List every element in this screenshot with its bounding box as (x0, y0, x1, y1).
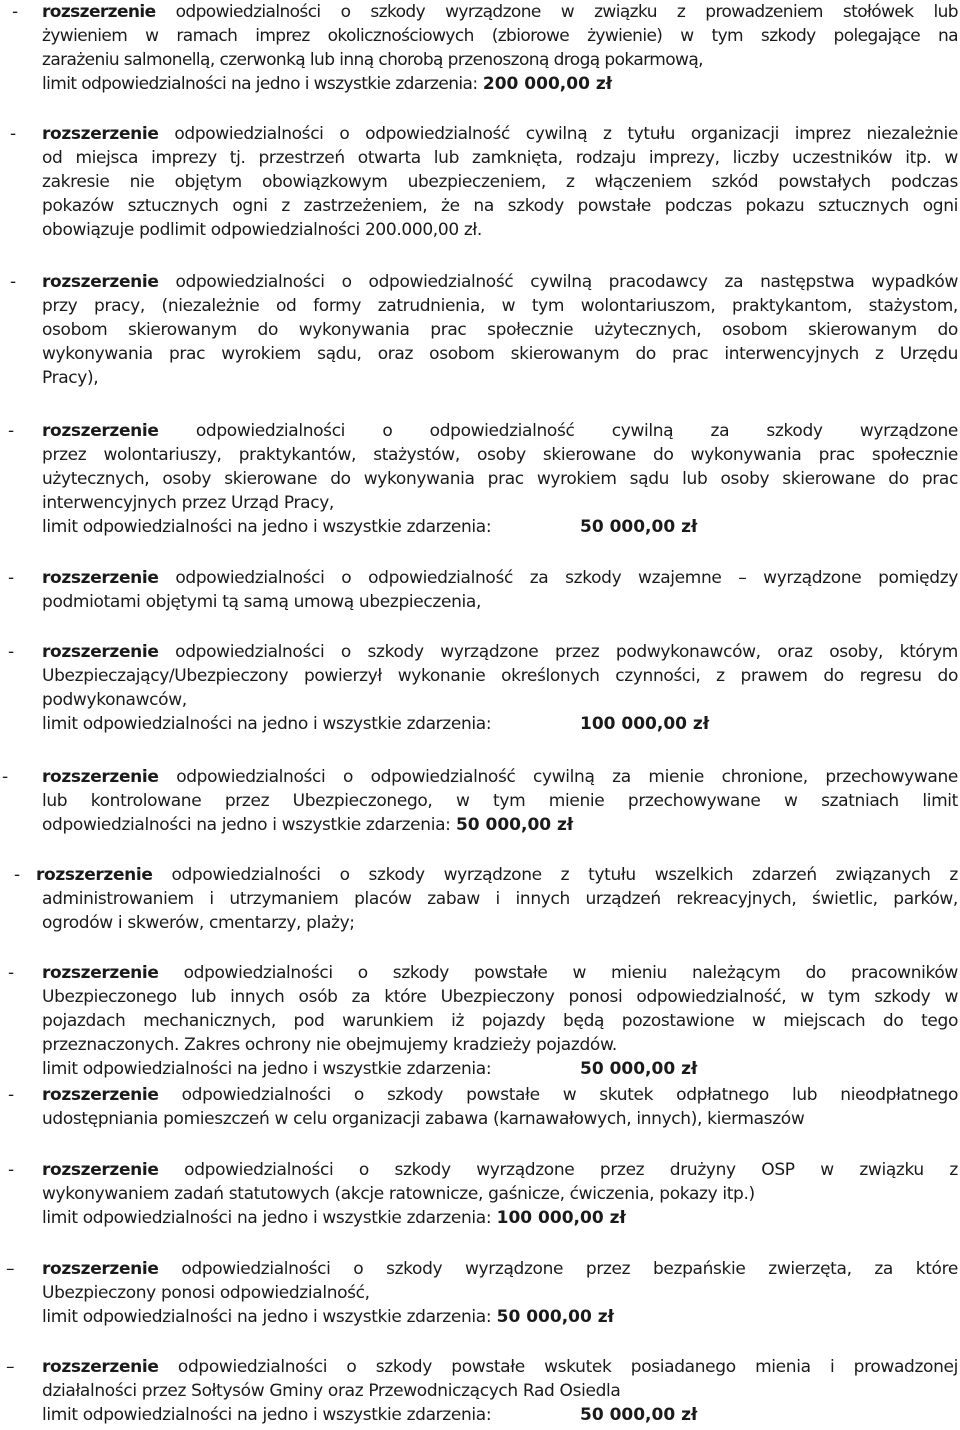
clause-heading: rozszerzenie (42, 124, 159, 144)
limit-label: limit odpowiedzialności na jedno i wszystkie zdarzenia: (42, 1405, 492, 1425)
clause-text (36, 863, 958, 935)
clause-fire-brigade (0, 1158, 960, 1230)
limit-label: odpowiedzialności na jedno i wszystkie zdarzenia: (42, 815, 451, 835)
clause-premises-rental (0, 1083, 960, 1131)
clause-line: Ubezpieczony ponosi odpowiedzialność, (42, 1283, 370, 1303)
clause-line: żywieniem w ramach imprez okolicznościowych (zbiorowe żywienie) w tym szkody polegające na (42, 26, 958, 46)
clause-line: osobom skierowanym do wykonywania prac społecznie użytecznych, osobom skierowanym do (42, 320, 958, 340)
clause-text (42, 1158, 958, 1230)
clause-text (42, 566, 958, 614)
clause-village-heads (0, 1355, 960, 1427)
clause-line: podwykonawców, (42, 690, 187, 710)
clause-line: Ubezpieczonego lub innych osób za które Ubezpieczony ponosi odpowiedzialność, w tym szkody w (42, 987, 958, 1007)
clause-text (42, 640, 958, 736)
clause-line: zarażeniu salmonellą, czerwonką lub inną chorobą przenoszoną drogą pokarmową, (42, 50, 703, 70)
clause-employee-property (0, 961, 960, 1081)
clause-line: przeznaczonych. Zakres ochrony nie obejmujemy kradzieży pojazdów. (42, 1035, 617, 1055)
limit-line (42, 1305, 958, 1329)
limit-value: 100 000,00 zł (496, 1208, 626, 1228)
clause-line: rozszerzenie odpowiedzialności o odpowiedzialność cywilną za szkody wyrządzone (42, 421, 959, 441)
limit-line (42, 72, 958, 96)
limit-line (42, 1057, 958, 1081)
clause-line: pokazów sztucznych ogni z zastrzeżeniem, że na szkody powstałe podczas pokazu sztucznych ogni (42, 196, 958, 216)
clause-mutual (0, 566, 960, 614)
clause-line: od miejsca imprezy tj. przestrzeń otwarta lub zamknięta, rodzaju imprezy, liczby uczestników itp. w (42, 148, 958, 168)
clause-text (42, 1355, 958, 1427)
clause-line: podmiotami objętymi tą samą umową ubezpieczenia, (42, 592, 481, 612)
limit-label: limit odpowiedzialności na jedno i wszystkie zdarzenia: (42, 517, 492, 537)
clause-text (42, 419, 958, 539)
limit-label: limit odpowiedzialności na jedno i wszystkie zdarzenia: (42, 74, 478, 94)
clause-line: rozszerzenie odpowiedzialności o odpowiedzialność za szkody wzajemne – wyrządzone pomiędzy (42, 568, 958, 588)
list-dash: – (6, 1357, 15, 1377)
clause-line: rozszerzenie odpowiedzialności o szkody wyrządzone przez bezpańskie zwierzęta, za które (42, 1259, 958, 1279)
list-dash: - (8, 568, 15, 588)
clause-line: rozszerzenie odpowiedzialności o szkody wyrządzone przez podwykonawców, oraz osoby, którym (42, 642, 958, 662)
list-dash: - (10, 272, 17, 292)
clause-heading: rozszerzenie (42, 767, 159, 787)
clause-line: rozszerzenie odpowiedzialności o szkody powstałe wskutek posiadanego mienia i prowadzonej (42, 1357, 958, 1377)
clause-heading: rozszerzenie (42, 272, 159, 292)
clause-line: wykonywaniem zadań statutowych (akcje ratownicze, gaśnicze, ćwiczenia, pokazy itp.) (42, 1184, 755, 1204)
limit-value: 50 000,00 zł (580, 1059, 698, 1079)
list-dash: - (14, 865, 21, 885)
clause-heading: rozszerzenie (42, 2, 156, 22)
list-dash: - (8, 642, 15, 662)
clause-line: użytecznych, osoby skierowane do wykonywania prac wyrokiem sądu lub osoby skierowane do prac (42, 469, 958, 489)
clause-text (42, 270, 958, 390)
list-dash: - (8, 1160, 15, 1180)
clause-line: zakresie nie objętym obowiązkowym ubezpieczeniem, z włączeniem szkód powstałych podczas (42, 172, 958, 192)
clause-heading: rozszerzenie (36, 865, 153, 885)
clause-text (42, 122, 958, 242)
clause-events (0, 122, 960, 242)
clause-line: przez wolontariuszy, praktykantów, stażystów, osoby skierowane do wykonywania prac społecznie (42, 445, 958, 465)
clause-line: rozszerzenie odpowiedzialności o szkody powstałe w mieniu należącym do pracowników (42, 963, 958, 983)
clause-heading: rozszerzenie (42, 1357, 159, 1377)
list-dash: - (2, 767, 9, 787)
limit-value: 50 000,00 zł (496, 1307, 614, 1327)
limit-value: 200 000,00 zł (482, 74, 613, 94)
clause-playgrounds (0, 863, 960, 935)
limit-line (42, 515, 958, 539)
limit-label: limit odpowiedzialności na jedno i wszystkie zdarzenia: (42, 1208, 492, 1228)
clause-subcontractors (0, 640, 960, 736)
limit-label: limit odpowiedzialności na jedno i wszystkie zdarzenia: (42, 714, 492, 734)
limit-value: 100 000,00 zł (580, 714, 710, 734)
clause-line: pojazdach mechanicznych, pod warunkiem iż pojazdy będą pozostawione w miejscach do tego (42, 1011, 958, 1031)
list-dash: - (8, 963, 15, 983)
clause-volunteers (0, 419, 960, 539)
clause-line: rozszerzenie odpowiedzialności o odpowiedzialność cywilną pracodawcy za następstwa wypadków (42, 272, 958, 292)
clause-line: obowiązuje podlimit odpowiedzialności 200.000,00 zł. (42, 220, 482, 240)
clause-line: interwencyjnych przez Urząd Pracy, (42, 493, 334, 513)
clause-catering (0, 0, 960, 96)
limit-line (42, 712, 958, 736)
clause-line: przy pracy, (niezależnie od formy zatrudnienia, w tym wolontariuszom, praktykantom, stażystom, (42, 296, 958, 316)
limit-value: 50 000,00 zł (455, 815, 574, 835)
list-dash: - (12, 2, 19, 22)
clause-text (42, 1257, 958, 1329)
clause-text (42, 0, 958, 96)
clause-line: rozszerzenie odpowiedzialności o szkody wyrządzone w związku z prowadzeniem stołówek lub (42, 2, 958, 22)
clause-line: działalności przez Sołtysów Gminy oraz Przewodniczących Rad Osiedla (42, 1381, 621, 1401)
clause-heading: rozszerzenie (42, 642, 159, 662)
limit-value: 50 000,00 zł (580, 517, 698, 537)
limit-line (42, 1206, 958, 1230)
clause-line: rozszerzenie odpowiedzialności o odpowiedzialność cywilną z tytułu organizacji imprez niezależnie (42, 124, 958, 144)
clause-line: rozszerzenie odpowiedzialności o szkody powstałe w skutek odpłatnego lub nieodpłatnego (42, 1085, 959, 1105)
clause-line: wykonywania prac wyrokiem sądu, oraz osobom skierowanym do prac interwencyjnych z Urzędu (42, 344, 958, 364)
limit-label: limit odpowiedzialności na jedno i wszystkie zdarzenia: (42, 1059, 492, 1079)
clause-line: rozszerzenie odpowiedzialności o szkody wyrządzone z tytułu wszelkich zdarzeń związanych z (36, 865, 958, 885)
clause-text (42, 765, 958, 837)
clause-heading: rozszerzenie (42, 421, 159, 441)
clause-heading: rozszerzenie (42, 963, 159, 983)
list-dash: - (8, 421, 15, 441)
list-dash: - (8, 1085, 15, 1105)
clause-heading: rozszerzenie (42, 1160, 159, 1180)
clause-employer (0, 270, 960, 390)
clause-line: administrowaniem i utrzymaniem placów zabaw i innych urządzeń rekreacyjnych, świetlic, parków, (42, 889, 958, 909)
clause-stray-animals (0, 1257, 960, 1329)
clause-line: Pracy), (42, 368, 99, 388)
list-dash: - (10, 124, 17, 144)
clause-line: udostępniania pomieszczeń w celu organizacji zabawa (karnawałowych, innych), kiermaszów (42, 1109, 805, 1129)
limit-label: limit odpowiedzialności na jedno i wszystkie zdarzenia: (42, 1307, 492, 1327)
clause-line: lub kontrolowane przez Ubezpieczonego, w tym mienie przechowywane w szatniach limit (42, 791, 958, 811)
clause-heading: rozszerzenie (42, 568, 159, 588)
limit-line (42, 1403, 958, 1427)
clause-heading: rozszerzenie (42, 1085, 159, 1105)
clause-line: rozszerzenie odpowiedzialności o odpowiedzialność cywilną za mienie chronione, przechowywane (42, 767, 958, 787)
clause-heading: rozszerzenie (42, 1259, 159, 1279)
clause-line: rozszerzenie odpowiedzialności o szkody wyrządzone przez drużyny OSP w związku z (42, 1160, 958, 1180)
clause-text (42, 1083, 958, 1131)
clause-text (42, 961, 958, 1081)
clause-line: ogrodów i skwerów, cmentarzy, plaży; (42, 913, 355, 933)
list-dash: – (6, 1259, 15, 1279)
clause-property-custody (0, 765, 960, 837)
clause-line: Ubezpieczający/Ubezpieczony powierzył wykonanie określonych czynności, z prawem do regresu do (42, 666, 958, 686)
limit-value: 50 000,00 zł (580, 1405, 698, 1425)
limit-line (42, 813, 958, 837)
